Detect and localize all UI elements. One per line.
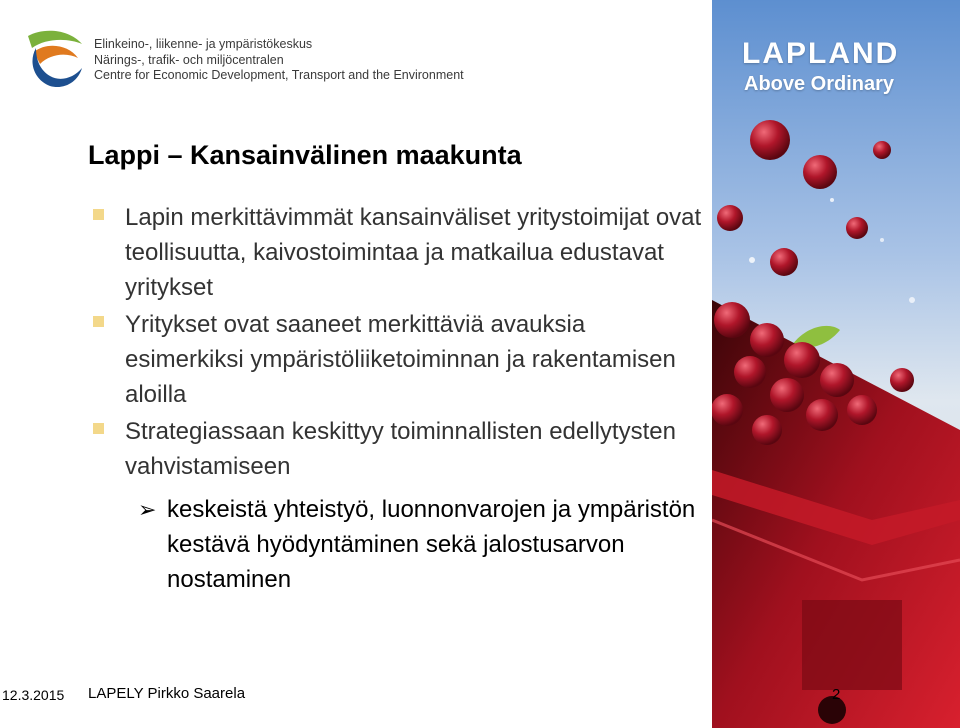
brand-tagline: Above Ordinary [744,73,895,95]
page-number: 2 [832,686,841,703]
sub-bullet-text: keskeistä yhteistyö, luonnonvarojen ja ympäristön kestävä hyödyntäminen sekä jalostusarvon nostaminen [167,496,696,593]
bullet-item [88,200,708,305]
arrowhead-bullet-icon: ➢ [138,497,157,522]
lapland-berries-photo [712,0,960,728]
square-bullet-icon [93,423,104,434]
organization-line-sv: Närings-, trafik- och miljöcentralen [94,52,284,67]
square-bullet-icon [93,209,104,220]
brand-lapland: LAPLAND [742,37,900,70]
bullet-text: Yritykset ovat saaneet merkittäviä avauksia esimerkiksi ympäristöliiketoiminnan ja rakentamisen aloilla [125,311,676,408]
sub-bullet-item [88,492,708,597]
lapland-brand [742,36,942,96]
bullet-text: Strategiassaan keskittyy toiminnallisten edellytysten vahvistamiseen [125,418,676,480]
bullet-item [88,307,708,412]
bullet-text: Lapin merkittävimmät kansainväliset yritystoimijat ovat teollisuutta, kaivostoimintaa ja matkailua edustavat yritykset [125,204,702,301]
ely-centre-logo-icon [24,28,84,88]
footer-author: LAPELY Pirkko Saarela [88,685,246,702]
footer-date: 12.3.2015 [2,687,65,703]
slide-title: Lappi – Kansainvälinen maakunta [88,140,522,170]
organization-line-en: Centre for Economic Development, Transport and the Environment [94,68,464,82]
organization-name [94,37,464,84]
organization-line-fi: Elinkeino-, liikenne- ja ympäristökeskus [94,37,313,51]
bullet-item [88,414,708,484]
slide-content [88,200,708,597]
square-bullet-icon [93,316,104,327]
